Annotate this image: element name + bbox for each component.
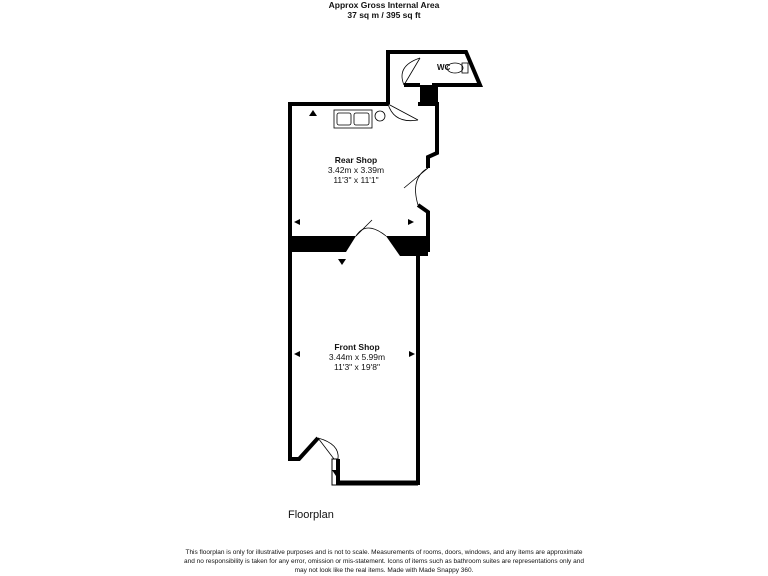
front-shop-metric: 3.44m x 5.99m — [328, 352, 386, 362]
disclaimer — [0, 548, 768, 575]
rear-shop-right-wall — [418, 104, 437, 168]
wc-door-leaf — [404, 58, 420, 85]
wc-label: WC — [437, 63, 451, 72]
front-window — [332, 459, 418, 485]
front-shop-wall — [290, 250, 318, 459]
rear-shop-label — [316, 155, 396, 185]
sink-icon — [334, 110, 385, 128]
disclaimer-line-2: and no responsibility is taken for any error, omission or mis-statement. Icons of items such as bathroom suites are representations only and — [184, 558, 584, 565]
disclaimer-line-1: This floorplan is only for illustrative purposes and is not to scale. Measurements of rooms, doors, windows, and any items are approximate — [185, 549, 583, 556]
rear-shop-top-door-leaf — [388, 104, 418, 120]
rear-shop-metric: 3.42m x 3.39m — [327, 165, 385, 175]
right-partition — [386, 236, 428, 256]
front-door-arc — [318, 438, 338, 459]
rear-shop-imperial: 11'3" x 11'1" — [333, 175, 379, 185]
front-shop-imperial: 11'3" x 19'8" — [334, 362, 380, 372]
area-value: 37 sq m / 395 sq ft — [347, 10, 421, 20]
area-title: Approx Gross Internal Area — [328, 0, 440, 10]
floorplan-title: Floorplan — [288, 509, 334, 521]
left-partition — [290, 236, 356, 252]
front-shop-label — [317, 342, 397, 372]
doors — [318, 58, 428, 459]
front-shop-name: Front Shop — [334, 342, 380, 352]
rear-shop-name: Rear Shop — [334, 155, 378, 165]
wc-partition — [420, 85, 438, 105]
disclaimer-line-3: may not look like the real items. Made with Made Snappy 360. — [294, 567, 474, 574]
